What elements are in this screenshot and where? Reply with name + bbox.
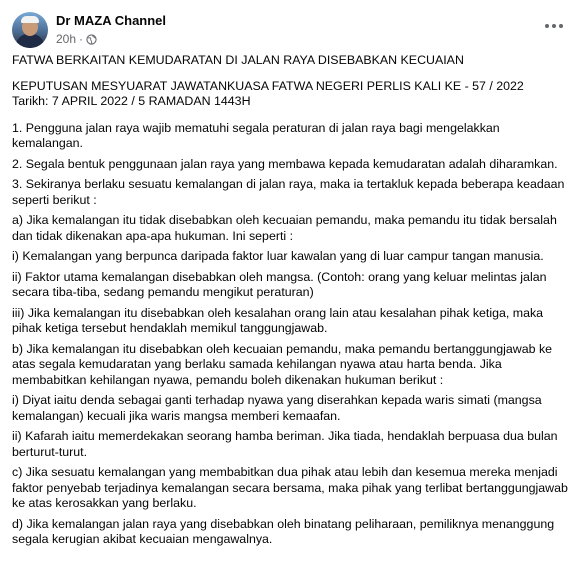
- more-options-icon[interactable]: [542, 18, 566, 34]
- paragraph: b) Jika kemalangan itu disebabkan oleh kecuaian pemandu, maka pemandu bertanggungjawab ke atas segala kemudaratan yang berlaku samada kehilangan nyawa atau harta benda. Jika membabitkan kehilangan nyawa, pemandu boleh dikenakan hukuman berikut :: [12, 342, 553, 387]
- paragraph: ii) Faktor utama kemalangan disebabkan oleh mangsa. (Contoh: orang yang keluar melintas jalan secara tiba-tiba, sedang pemandu mengikut peraturan): [12, 270, 547, 300]
- separator-dot: ·: [79, 32, 84, 46]
- post-content: [12, 53, 572, 553]
- post-subline: [56, 31, 166, 47]
- more-dot: [545, 24, 549, 28]
- post-timestamp[interactable]: 20h: [56, 32, 77, 46]
- paragraph: a) Jika kemalangan itu tidak disebabkan oleh kecuaian pemandu, maka pemandu itu tidak bersalah dan tidak dikenakan apa-apa hukuman. Ini seperti :: [12, 213, 557, 243]
- paragraph: i) Diyat iaitu denda sebagai ganti terhadap nyawa yang diserahkan kepada waris simati (mangsa kemalangan) kecuali jika waris mangsa memberi kemaafan.: [12, 393, 542, 423]
- post-meta: [56, 13, 166, 47]
- post-header: [12, 12, 166, 48]
- paragraph: ii) Kafarah iaitu memerdekakan seorang hamba beriman. Jika tiada, hendaklah berpuasa dua bulan berturut-turut.: [12, 429, 558, 459]
- more-dot: [559, 24, 563, 28]
- avatar-cap: [21, 16, 39, 23]
- post-title: FATWA BERKAITAN KEMUDARATAN DI JALAN RAYA DISEBABKAN KECUAIAN: [12, 53, 464, 67]
- more-dot: [552, 24, 556, 28]
- page-name-link[interactable]: Dr MAZA Channel: [56, 13, 167, 28]
- decision-line: KEPUTUSAN MESYUARAT JAWATANKUASA FATWA NEGERI PERLIS KALI KE - 57 / 2022: [12, 79, 524, 94]
- avatar-body: [16, 34, 44, 48]
- decision-date: Tarikh: 7 APRIL 2022 / 5 RAMADAN 1443H: [12, 94, 251, 109]
- paragraph: 2. Segala bentuk penggunaan jalan raya yang membawa kepada kemudaratan adalah diharamkan.: [12, 156, 558, 171]
- paragraph: i) Kemalangan yang berpunca daripada faktor luar kawalan yang di luar campur tangan manusia.: [12, 249, 544, 264]
- globe-icon[interactable]: [86, 34, 97, 45]
- paragraph: d) Jika kemalangan jalan raya yang disebabkan oleh binatang peliharaan, pemiliknya menanggung segala kerugian akibat kecuaian mengawalnya.: [12, 516, 555, 546]
- paragraph: c) Jika sesuatu kemalangan yang membabitkan dua pihak atau lebih dan kesemua mereka menjadi faktor penyebab terjadinya kemalangan secara bersama, maka pihak yang terlibat bertanggungjawab ke atas kerosakkan yang berlaku.: [12, 465, 568, 510]
- paragraph: 1. Pengguna jalan raya wajib mematuhi segala peraturan di jalan raya bagi mengelakkan kemalangan.: [12, 120, 500, 150]
- paragraph: iii) Jika kemalangan itu disebabkan oleh kesalahan orang lain atau kesalahan pihak ketiga, maka pihak ketiga tersebut hendaklah memikul tanggungjawab.: [12, 306, 544, 336]
- avatar[interactable]: [12, 12, 48, 48]
- paragraph: 3. Sekiranya berlaku sesuatu kemalangan di jalan raya, maka ia tertakluk kepada beberapa keadaan seperti berikut :: [12, 177, 565, 207]
